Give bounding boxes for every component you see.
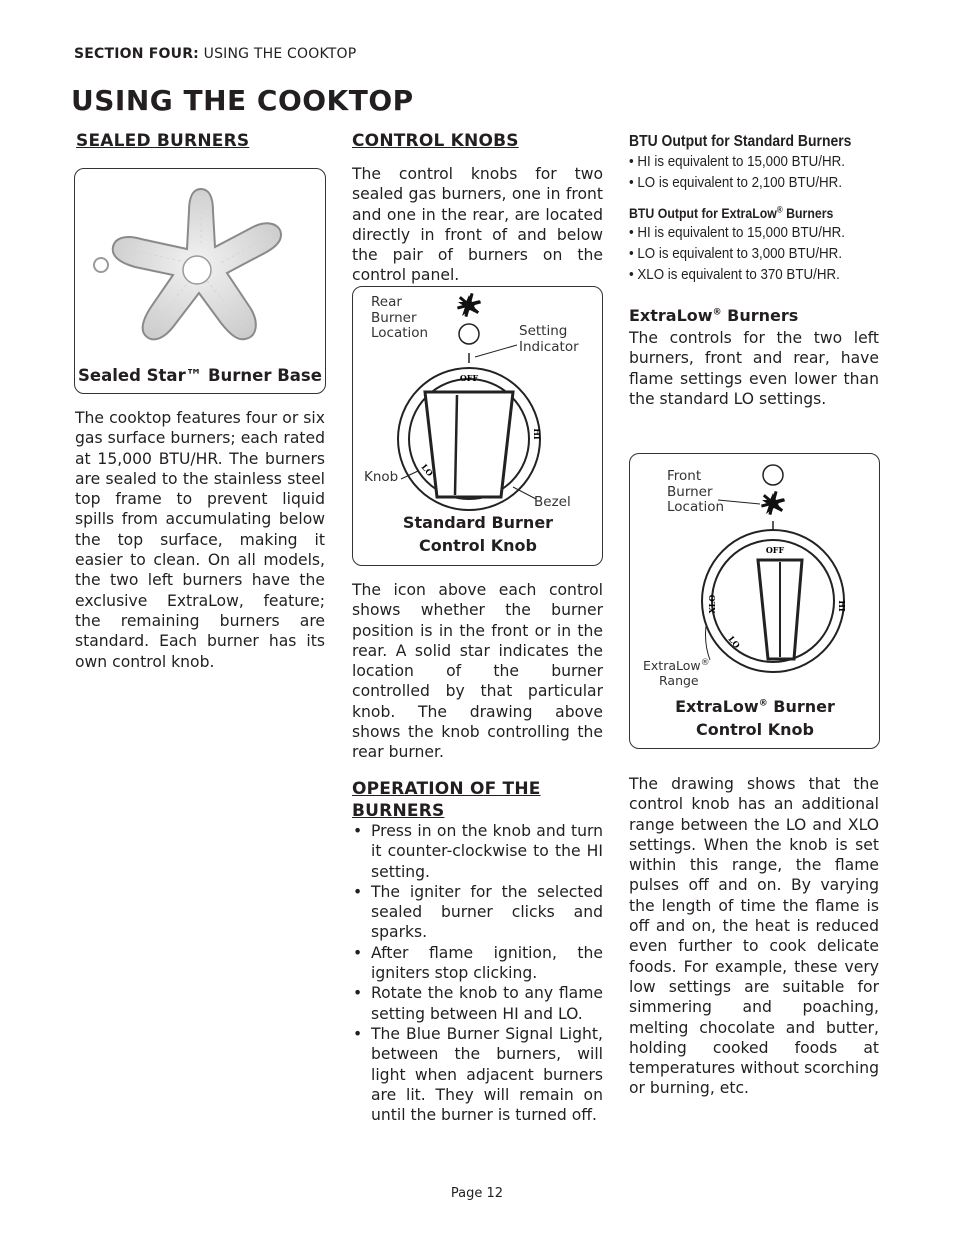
btu-standard-item: • HI is equivalent to 15,000 BTU/HR. bbox=[629, 154, 845, 170]
operation-heading: OPERATION OF THE BURNERS bbox=[352, 779, 541, 821]
bezel-label: Bezel bbox=[534, 494, 571, 510]
extralow-burners-heading: ExtraLow® Burners bbox=[629, 306, 799, 325]
control-knobs-intro: The control knobs for two sealed gas burners, one in front and one in the rear, are located directly in front of and below the pair of burners on the control panel. bbox=[352, 165, 603, 285]
operation-step: • After flame ignition, the igniters stop clicking. bbox=[352, 943, 603, 984]
btu-extralow-heading: BTU Output for ExtraLow® Burners bbox=[629, 204, 834, 221]
front-burner-circle bbox=[459, 324, 479, 344]
setting-indicator-label: Setting Indicator bbox=[519, 323, 579, 355]
btu-extralow-item: • HI is equivalent to 15,000 BTU/HR. bbox=[629, 225, 845, 241]
extralow-burners-text: The controls for the two left burners, front and rear, have flame settings even lower than the standard LO settings. bbox=[629, 329, 879, 408]
page-title: USING THE COOKTOP bbox=[71, 84, 414, 117]
knob-label: Knob bbox=[364, 469, 399, 485]
xlo-marker: XLO bbox=[707, 594, 717, 614]
btu-extralow-item: • LO is equivalent to 3,000 BTU/HR. bbox=[629, 246, 843, 262]
section-name: USING THE COOKTOP bbox=[198, 46, 357, 62]
lo-marker: LO bbox=[419, 462, 436, 479]
btu-extralow-list bbox=[629, 223, 864, 286]
icon-explanation-text: The icon above each control shows whether the burner position is in the front or in the rear. A solid star indicates the location of the burner controlled by that particular knob. The drawing above shows the knob controlling the rear burner. bbox=[352, 581, 603, 762]
hi-marker: HI bbox=[837, 600, 847, 612]
sealed-star-figure bbox=[74, 168, 326, 394]
extralow-knob-figure bbox=[629, 453, 880, 749]
btu-standard-list bbox=[629, 152, 864, 194]
btu-standard-heading: BTU Output for Standard Burners bbox=[629, 133, 852, 150]
section-label: SECTION FOUR: bbox=[74, 46, 199, 62]
rear-burner-label: Rear Burner Location bbox=[371, 294, 429, 341]
section-header bbox=[74, 46, 356, 62]
operation-step: • Rotate the knob to any flame setting between HI and LO. bbox=[352, 983, 603, 1024]
page-number: Page 12 bbox=[450, 1186, 504, 1201]
sealed-burners-text: The cooktop features four or six gas surface burners; each rated at 15,000 BTU/HR. The burners are sealed to the stainless steel top frame to prevent liquid spills from accumulating below the top surface, making it easier to clean. On all models, the two left burners have the exclusive ExtraLow, feature; the remaining burners are standard. Each burner has its own control knob. bbox=[75, 409, 325, 671]
btu-extralow-item: • XLO is equivalent to 370 BTU/HR. bbox=[629, 267, 840, 283]
lo-marker: LO bbox=[726, 634, 743, 651]
operation-step: • Press in on the knob and turn it counter-clockwise to the HI setting. bbox=[352, 821, 603, 882]
solid-star-icon bbox=[457, 293, 481, 317]
operation-step: • The igniter for the selected sealed burner clicks and sparks. bbox=[352, 882, 603, 943]
standard-knob-figure bbox=[352, 286, 603, 566]
front-burner-label: Front Burner Location bbox=[667, 468, 725, 515]
btu-standard-item: • LO is equivalent to 2,100 BTU/HR. bbox=[629, 175, 843, 191]
hi-marker: HI bbox=[532, 428, 542, 440]
sealed-burners-heading: SEALED BURNERS bbox=[76, 131, 250, 151]
off-marker: OFF bbox=[459, 373, 479, 383]
control-knobs-heading: CONTROL KNOBS bbox=[352, 131, 519, 151]
solid-star-icon bbox=[761, 491, 785, 515]
off-marker: OFF bbox=[765, 545, 785, 555]
operation-list bbox=[352, 821, 603, 1125]
sealed-star-caption: Sealed Star™ Burner Base bbox=[78, 366, 322, 385]
standard-knob-caption: Standard Burner Control Knob bbox=[402, 513, 554, 555]
extralow-knob-caption: ExtraLow® Burner Control Knob bbox=[675, 697, 835, 739]
extralow-range-label: ExtraLow® Range bbox=[643, 657, 710, 688]
drawing-explanation-text: The drawing shows that the control knob has an additional range between the LO and XLO settings. When the knob is set within this range, the flame pulses off and on. By varying the length of time the flame is off and on, the heat is reduced even further to cook delicate foods. For example, these very low settings are suitable for simmering and poaching, melting chocolate and butter, holding cooked foods at temperatures without scorching or burning, etc. bbox=[629, 775, 879, 1098]
operation-step: • The Blue Burner Signal Light, between the burners, will light when adjacent burners are lit. They will remain on until the burner is turned off. bbox=[352, 1024, 603, 1125]
knob-grip bbox=[425, 392, 513, 497]
rear-burner-circle bbox=[763, 465, 783, 485]
star-burner-base-image bbox=[91, 177, 311, 357]
star-center-hole bbox=[183, 256, 211, 284]
